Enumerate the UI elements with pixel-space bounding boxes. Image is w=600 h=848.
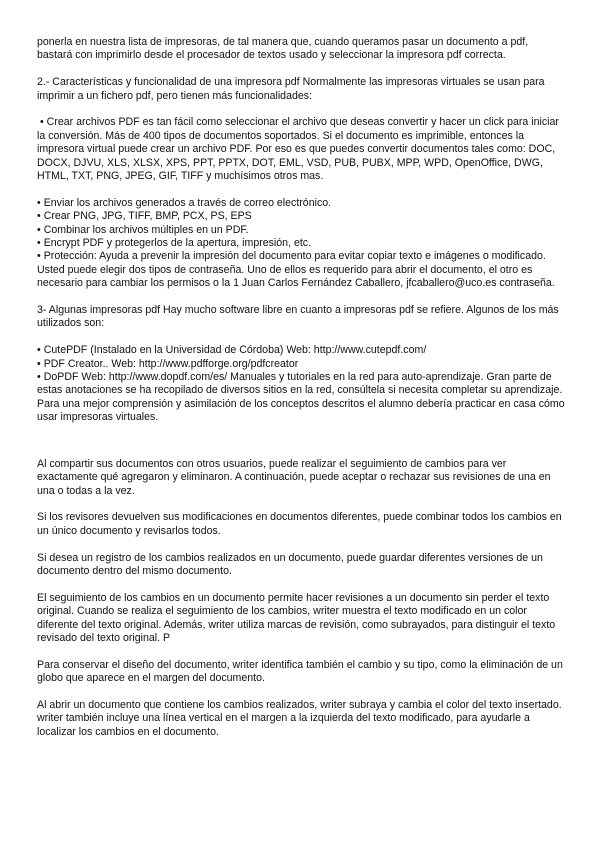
bullet-text: DoPDF Web: http://www.dopdf.com/es/ Manuales y tutoriales en la red para auto-aprendizaje. Gran parte de estas anotaciones se ha recopilado de diversos sitios en la red, consúltela si necesita completar su aprendizaje. Para una mejor comprensión y asimilación de los conceptos descritos el alumno debería practicar en casa cómo usar impresoras virtuales.	[37, 371, 565, 424]
spacer	[37, 538, 565, 551]
spacer	[37, 645, 565, 658]
bullet-text: Crear PNG, JPG, TIFF, BMP, PCX, PS, EPS	[43, 210, 252, 223]
paragraph-open-document: Al abrir un documento que contiene los cambios realizados, writer subraya y cambia el color del texto insertado. writer también incluye una línea vertical en el margen a la izquierda del texto modificado, para ayudarle a localizar los cambios en el documento.	[37, 698, 562, 738]
paragraph-versions: Si desea un registro de los cambios realizados en un documento, puede guardar diferentes versiones de un documento dentro del mismo documento.	[37, 551, 543, 577]
spacer	[37, 63, 565, 76]
paragraph-layout: Para conservar el diseño del documento, writer identifica también el cambio y su tipo, como la eliminación de un globo que aparece en el margen del documento.	[37, 658, 563, 685]
bullet-text: CutePDF (Instalado en la Universidad de Córdoba) Web: http://www.cutepdf.com/	[43, 344, 427, 357]
section-3-bullet-list	[37, 344, 565, 424]
section-2-heading: 2.- Características y funcionalidad de una impresora pdf Normalmente las impresoras virtuales se usan para imprimir a un fichero pdf, pero tienen más funcionalidades:	[37, 76, 545, 102]
list-item	[37, 237, 565, 250]
bullet-icon: •	[39, 116, 44, 129]
bullet-text: Crear archivos PDF es tan fácil como seleccionar el archivo que deseas convertir y hacer un click para iniciar la conversión. Más de 400 tipos de documentos soportados. Si el documento es imprimible, entonces la impresora virtual puede crear un archivo PDF. Por eso es que puedes convertir documentos tales como: DOC, DOCX, DJVU, XLS, XLSX, XPS, PPT, PPTX, DOT, EML, VSD, PUB, PUBX, MPP, WPD, OpenOffice, DWG, HTML, TXT, PNG, JPEG, GIF, TIFF y muchísimos otros mas.	[37, 116, 559, 183]
spacer	[37, 498, 565, 511]
section-3-heading: 3- Algunas impresoras pdf Hay mucho software libre en cuanto a impresoras pdf se refiere. Algunos de los más utilizados son:	[37, 304, 559, 330]
spacer	[37, 103, 565, 116]
bullet-icon: •	[37, 371, 41, 384]
spacer	[37, 425, 565, 458]
list-item	[37, 210, 565, 223]
paragraph-share: Al compartir sus documentos con otros usuarios, puede realizar el seguimiento de cambios para ver exactamente qué agregaron y eliminaron. A continuación, puede aceptar o rechazar sus revisiones de una en una o todas a la vez.	[37, 457, 551, 497]
bullet-text: Combinar los archivos múltiples en un PDF.	[43, 223, 249, 236]
bullet-icon: •	[37, 250, 41, 263]
paragraph-tracking: El seguimiento de los cambios en un documento permite hacer revisiones a un documento sin perder el texto original. Cuando se realiza el seguimiento de los cambios, writer muestra el texto modificado en un color diferente del texto original. Además, writer utiliza marcas de revisión, como subrayados, para distinguir el texto revisado del texto original. P	[37, 591, 556, 644]
bullet-icon: •	[37, 196, 41, 209]
section-2-first-bullet	[37, 116, 565, 183]
bullet-text: Protección: Ayuda a prevenir la impresión del documento para evitar copiar texto e imágenes o modificado. Usted puede elegir dos tipos de contraseña. Uno de ellos es requerido para abrir el documento, el otro es necesario para cambiar los permisos o la 1 Juan Carlos Fernández Caballero, jfcaballero@uco.es contraseña.	[37, 250, 555, 290]
list-item	[37, 250, 565, 290]
spacer	[37, 291, 565, 304]
spacer	[37, 331, 565, 344]
list-item	[37, 224, 565, 237]
document-page	[37, 36, 565, 739]
list-item	[37, 358, 565, 371]
bullet-text: Encrypt PDF y protegerlos de la apertura, impresión, etc.	[43, 237, 312, 250]
spacer	[37, 686, 565, 699]
paragraph-combine: Si los revisores devuelven sus modificaciones en documentos diferentes, puede combinar todos los cambios en un único documento y revisarlos todos.	[37, 511, 562, 537]
list-item	[37, 371, 565, 425]
bullet-icon: •	[37, 344, 41, 357]
spacer	[37, 578, 565, 591]
section-2-bullet-list	[37, 197, 565, 291]
list-item	[37, 197, 565, 210]
bullet-text: Enviar los archivos generados a través de correo electrónico.	[43, 196, 332, 209]
bullet-icon: •	[37, 210, 41, 223]
bullet-text: PDF Creator.. Web: http://www.pdfforge.org/pdfcreator	[43, 357, 299, 370]
bullet-icon: •	[37, 237, 41, 250]
intro-paragraph: ponerla en nuestra lista de impresoras, de tal manera que, cuando queramos pasar un documento a pdf, bastará con imprimirlo desde el procesador de textos usado y seleccionar la impresora pdf correcta.	[37, 36, 529, 62]
bullet-icon: •	[37, 357, 41, 370]
list-item	[37, 344, 565, 357]
bullet-icon: •	[37, 223, 41, 236]
spacer	[37, 183, 565, 196]
